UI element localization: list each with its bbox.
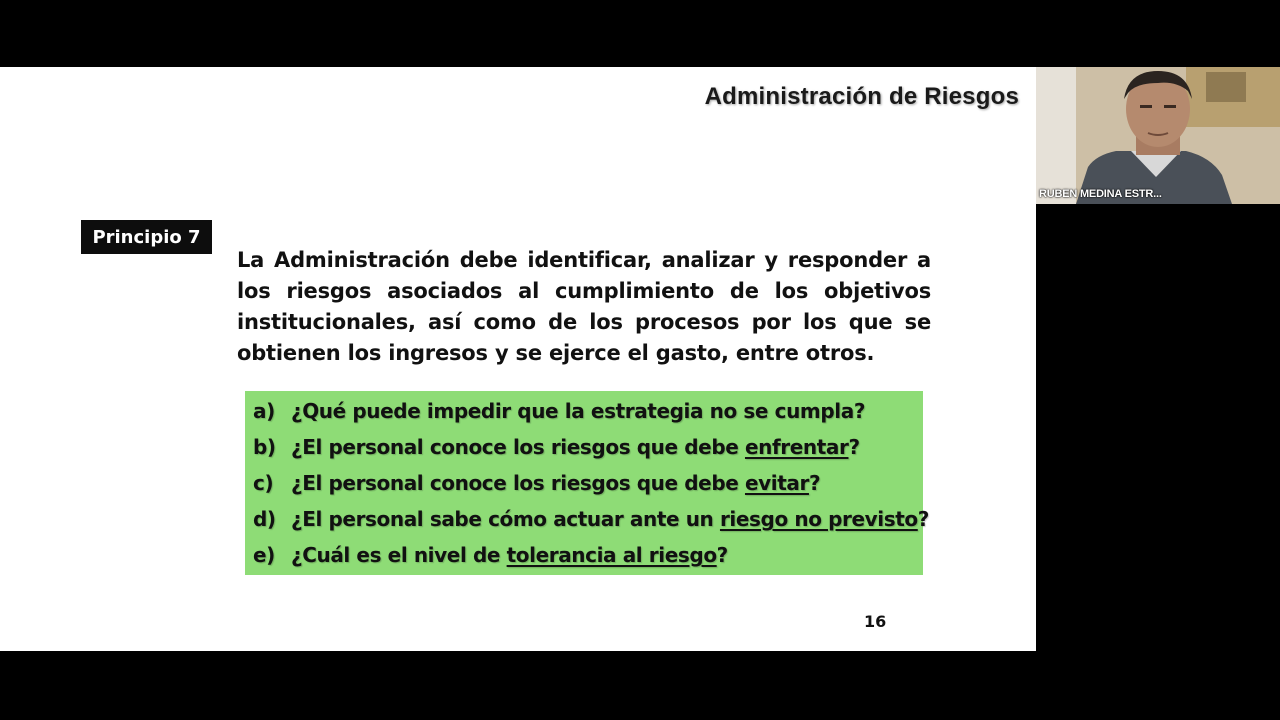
- question-text: ¿El personal conoce los riesgos que debe evitar?: [291, 471, 821, 495]
- question-item: [253, 393, 865, 429]
- question-text: ¿Cuál es el nivel de tolerancia al riesgo?: [291, 543, 728, 567]
- question-item: [253, 465, 820, 501]
- question-item: [253, 501, 929, 537]
- questions-box: [245, 391, 929, 575]
- slide-title: Administración de Riesgos: [704, 83, 1019, 110]
- question-text: ¿El personal sabe cómo actuar ante un riesgo no previsto?: [291, 507, 929, 531]
- page-number: 16: [864, 612, 887, 631]
- question-letter: b): [253, 435, 276, 459]
- principle-badge: Principio 7: [81, 220, 212, 254]
- question-letter: a): [253, 399, 275, 423]
- question-letter: d): [253, 507, 276, 531]
- principle-description: La Administración debe identificar, analizar y responder a los riesgos asociados al cumplimiento de los objetivos institucionales, así como de los procesos por los que se obtienen los ingresos y se ejerce el gasto, entre otros.: [237, 248, 931, 365]
- participant-video-tile[interactable]: [1036, 67, 1280, 204]
- presentation-slide: [0, 67, 1036, 651]
- participant-video-image: [1036, 67, 1280, 204]
- question-item: [253, 429, 860, 465]
- question-item: [253, 537, 728, 573]
- question-text: ¿El personal conoce los riesgos que debe enfrentar?: [291, 435, 860, 459]
- question-text: ¿Qué puede impedir que la estrategia no se cumpla?: [291, 399, 866, 423]
- participant-name: RUBEN MEDINA ESTR...: [1039, 188, 1162, 200]
- question-letter: e): [253, 543, 275, 567]
- question-letter: c): [253, 471, 274, 495]
